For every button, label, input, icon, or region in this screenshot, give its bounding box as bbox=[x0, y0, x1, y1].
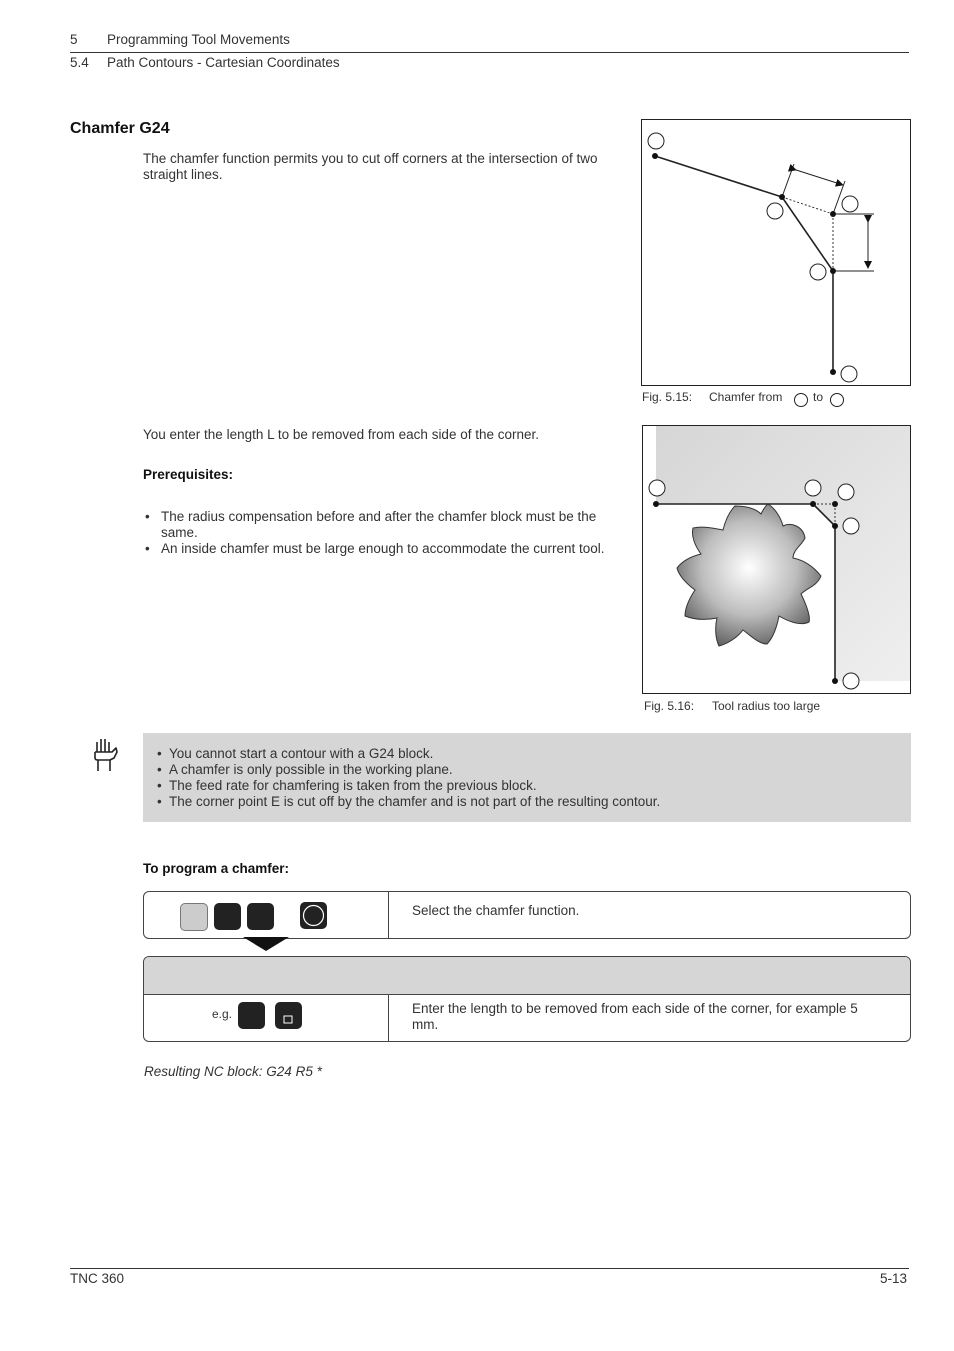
program-heading: To program a chamfer: bbox=[143, 861, 290, 876]
square-icon bbox=[275, 1002, 302, 1029]
key-button[interactable] bbox=[214, 903, 241, 930]
list-item: • You cannot start a contour with a G24 block. bbox=[155, 746, 895, 762]
step1-text: Select the chamfer function. bbox=[412, 903, 580, 918]
step2-text: Enter the length to be removed from each side of the corner, for example 5 mm. bbox=[412, 1001, 858, 1032]
length-text: You enter the length L to be removed from each side of the corner. bbox=[143, 427, 540, 442]
prerequisites-heading: Prerequisites: bbox=[143, 467, 234, 482]
key-button[interactable] bbox=[275, 1002, 302, 1029]
key-button[interactable] bbox=[238, 1002, 265, 1029]
header-rule bbox=[70, 52, 909, 53]
prerequisites-list bbox=[143, 509, 623, 557]
fig-caption-from: Chamfer from bbox=[709, 390, 783, 404]
step-select-chamfer bbox=[143, 891, 911, 939]
figure-chamfer-diagram bbox=[641, 119, 911, 386]
list-item: • The radius compensation before and after the chamfer block must be the same. bbox=[143, 509, 623, 541]
footer-rule bbox=[70, 1268, 909, 1269]
key-button[interactable] bbox=[180, 903, 208, 931]
section-number: 5.4 bbox=[70, 55, 89, 70]
chapter-number: 5 bbox=[70, 32, 78, 47]
page-number: 5-13 bbox=[880, 1271, 908, 1286]
footer-left: TNC 360 bbox=[70, 1271, 125, 1286]
list-item: • A chamfer is only possible in the working plane. bbox=[155, 762, 895, 778]
list-item: • The corner point E is cut off by the chamfer and is not part of the resulting contour. bbox=[155, 794, 895, 810]
note-list bbox=[155, 746, 895, 810]
chamfer-diagram-svg bbox=[642, 120, 910, 385]
intro-text: The chamfer function permits you to cut off corners at the intersection of two straight lines. bbox=[143, 151, 598, 182]
section-title: Path Contours - Cartesian Coordinates bbox=[107, 55, 340, 70]
pointing-hand-icon bbox=[90, 734, 120, 774]
arrow-down-icon bbox=[243, 937, 289, 951]
fig2-caption: Tool radius too large bbox=[712, 699, 821, 713]
figure-tool-radius bbox=[642, 425, 911, 694]
note-box bbox=[143, 733, 911, 822]
tool-radius-diagram-svg bbox=[643, 426, 910, 693]
key-button[interactable] bbox=[300, 902, 327, 929]
page-title: Chamfer G24 bbox=[70, 120, 170, 137]
result-text: Resulting NC block: G24 R5 * bbox=[144, 1064, 322, 1079]
circle-marker-icon bbox=[829, 392, 845, 408]
fig2-label: Fig. 5.16: bbox=[644, 699, 695, 713]
ring-icon bbox=[300, 902, 327, 929]
step-header-bar bbox=[144, 957, 910, 995]
step-enter-length bbox=[143, 956, 911, 1042]
fig-label: Fig. 5.15: bbox=[642, 390, 693, 404]
chapter-title: Programming Tool Movements bbox=[107, 32, 290, 47]
fig-caption-to: to bbox=[813, 390, 824, 404]
circle-marker-icon bbox=[793, 392, 809, 408]
list-item: • The feed rate for chamfering is taken from the previous block. bbox=[155, 778, 895, 794]
key-button[interactable] bbox=[247, 903, 274, 930]
list-item: • An inside chamfer must be large enough to accommodate the current tool. bbox=[143, 541, 623, 557]
step2-eg: e.g. bbox=[212, 1007, 233, 1021]
